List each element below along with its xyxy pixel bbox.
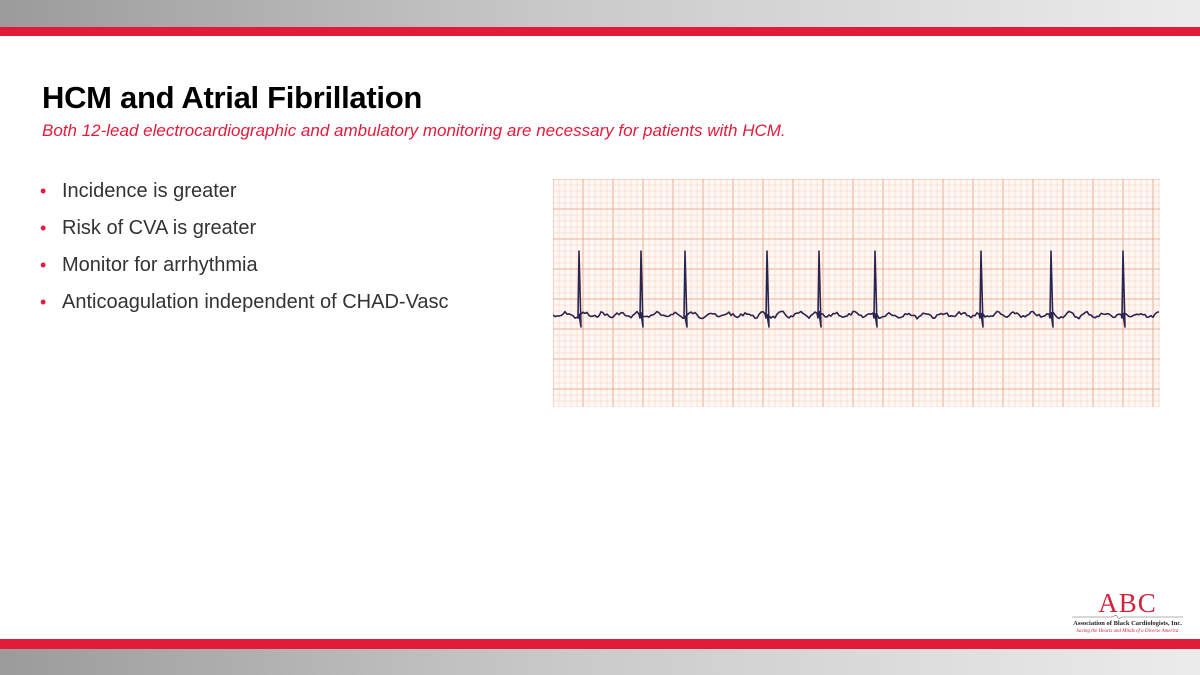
bullet-item — [40, 178, 449, 215]
bullet-item — [40, 215, 449, 252]
bullet-dot-icon: • — [40, 292, 47, 312]
bullet-item — [40, 252, 449, 289]
footer-red-stripe — [0, 639, 1200, 649]
ecg-strip-image — [553, 179, 1160, 407]
bullet-text: Risk of CVA is greater — [62, 217, 257, 239]
bullet-dot-icon: • — [40, 255, 47, 275]
bullet-text: Monitor for arrhythmia — [62, 254, 258, 276]
footer-gray-band — [0, 649, 1200, 675]
logo-org-name: Association of Black Cardiologists, Inc. — [1073, 620, 1182, 627]
logo-heartbeat-line-icon — [1072, 615, 1183, 619]
abc-logo — [1070, 588, 1185, 638]
bullet-text: Anticoagulation independent of CHAD-Vasc — [62, 291, 449, 313]
slide-subtitle: Both 12-lead electrocardiographic and ambulatory monitoring are necessary for patients with HCM. — [42, 121, 786, 140]
ecg-strip-svg — [553, 179, 1160, 407]
bullet-item — [40, 289, 449, 326]
bullet-list — [40, 178, 449, 326]
logo-mark: ABC — [1098, 588, 1157, 618]
header-red-stripe — [0, 27, 1200, 36]
bullet-dot-icon: • — [40, 218, 47, 238]
slide-title: HCM and Atrial Fibrillation — [42, 80, 422, 115]
bullet-text: Incidence is greater — [62, 180, 237, 202]
header-gray-band — [0, 0, 1200, 27]
logo-tagline: Saving the Hearts and Minds of a Diverse America — [1076, 629, 1179, 634]
bullet-dot-icon: • — [40, 181, 47, 201]
